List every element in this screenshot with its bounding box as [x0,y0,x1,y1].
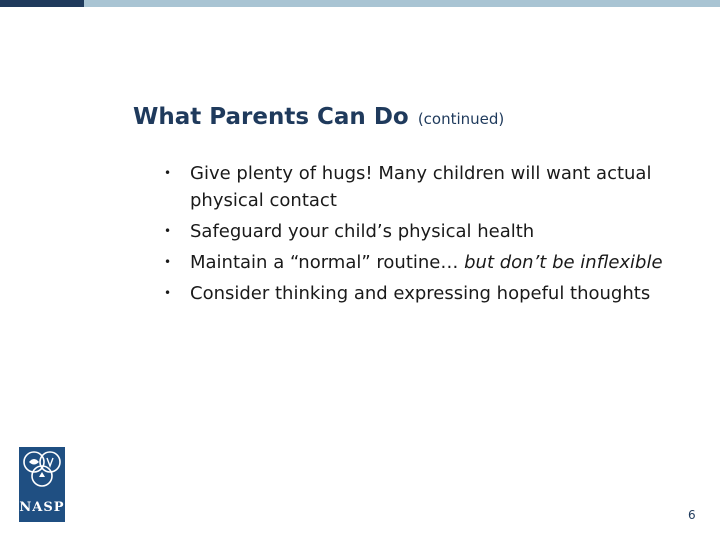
slide-title [133,104,504,130]
bullet-text: Consider thinking and expressing hopeful thoughts [190,283,651,304]
bullet-item [164,280,684,307]
svg-text:NASP: NASP [19,500,65,515]
bullet-list [164,160,684,311]
bullet-item [164,160,684,214]
top-bar-light-segment [84,0,720,7]
slide-title-main: What Parents Can Do [133,104,409,130]
bullet-text: Safeguard your child’s physical health [190,221,535,242]
bullet-item [164,218,684,245]
bullet-emphasis: but don’t be inflexible [464,252,663,273]
bullet-item [164,249,684,276]
page-number: 6 [688,508,696,522]
slide-title-subtitle: (continued) [417,110,505,128]
bullet-marker: • [164,224,172,238]
top-bar-dark-segment [0,0,84,7]
bullet-text: Give plenty of hugs! Many children will want actual physical contact [190,163,652,211]
bullet-marker: • [164,166,172,180]
top-accent-bar [0,0,720,7]
nasp-logo [19,447,65,522]
bullet-text: Maintain a “normal” routine… [190,252,459,273]
nasp-logo-icon [19,447,65,522]
bullet-marker: • [164,255,172,269]
bullet-marker: • [164,286,172,300]
